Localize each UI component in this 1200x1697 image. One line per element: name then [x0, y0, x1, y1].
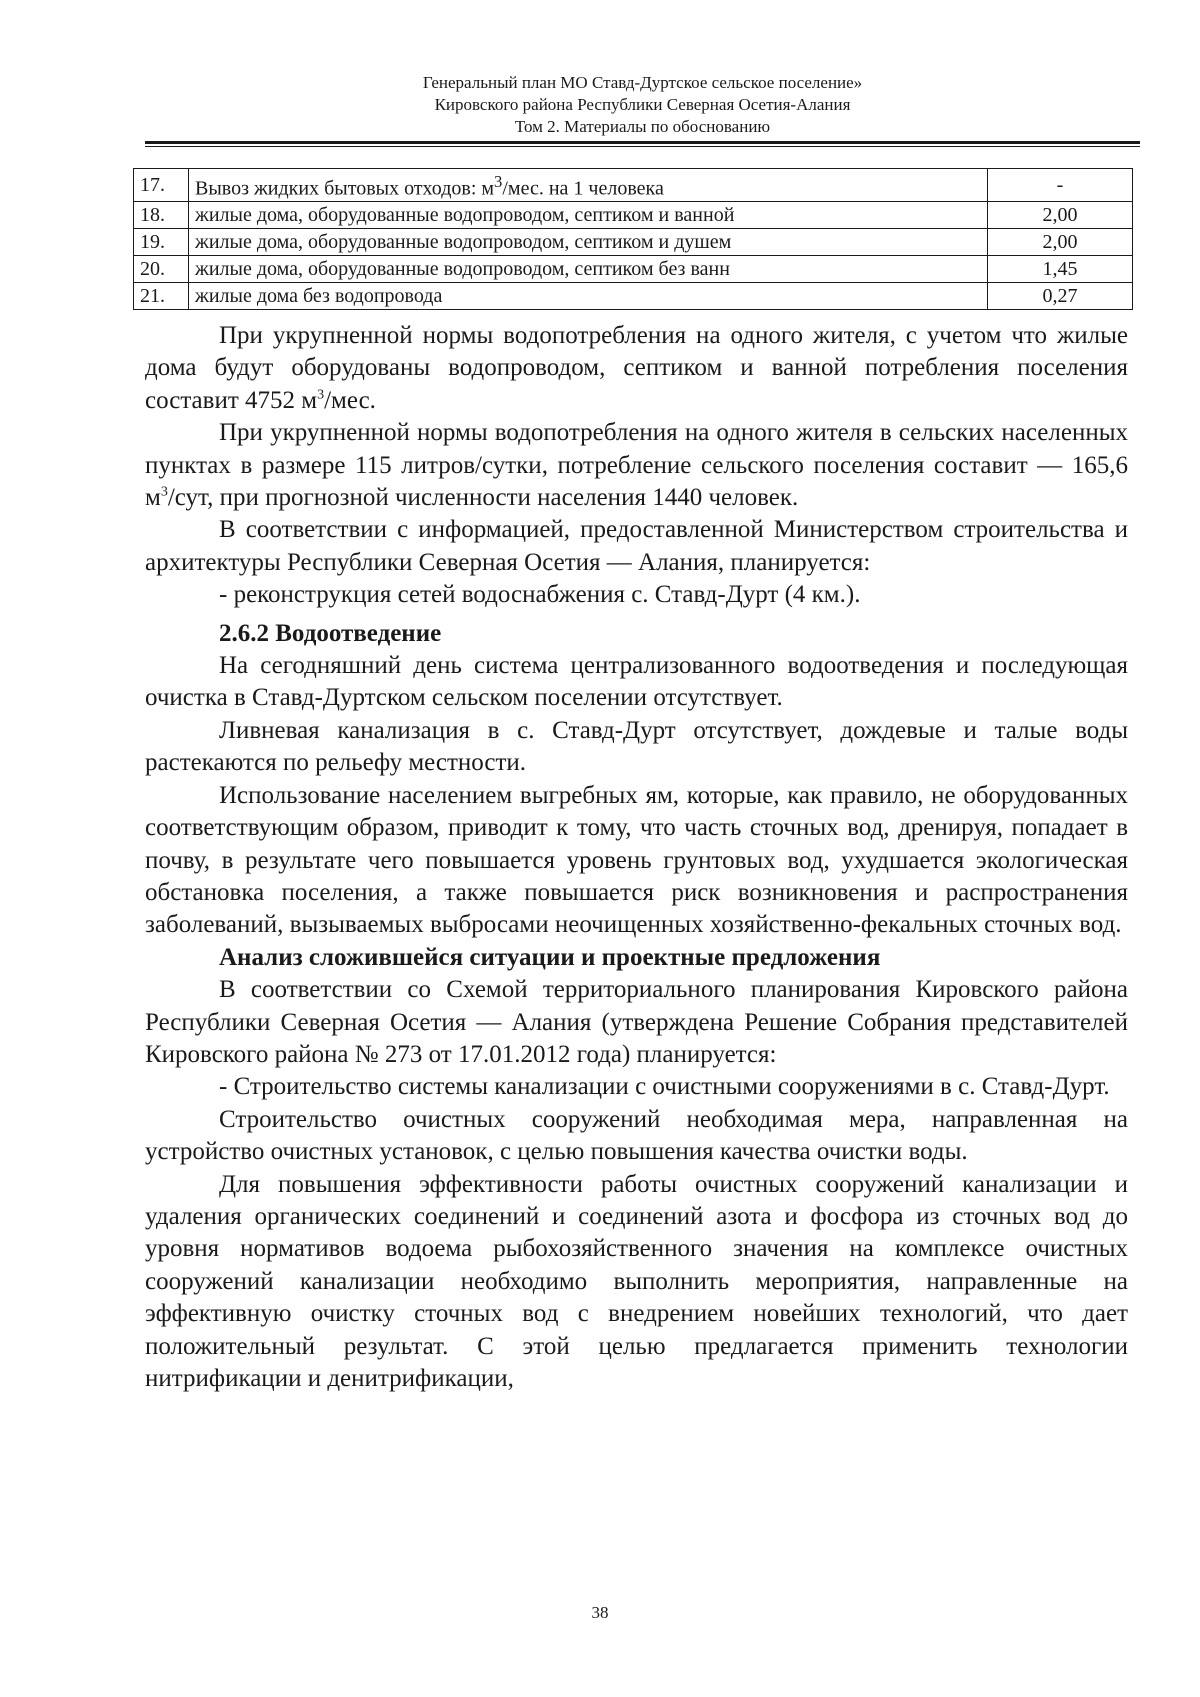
row-value: -: [988, 169, 1133, 202]
page-number: 38: [591, 1603, 609, 1622]
row-label: Вывоз жидких бытовых отходов: $м^3$/мес. на 1 человека: [189, 169, 988, 202]
header-line-region: Кировского района Республики Северная Осетия-Алания: [434, 95, 851, 114]
table-row: [134, 201, 1133, 228]
paragraph-reconstruction-item: - реконструкция сетей водоснабжения с. Ставд-Дурт (4 км.).: [219, 581, 861, 609]
row-number: 17.: [134, 169, 189, 202]
header-line-volume: Том 2. Материалы по обоснованию: [514, 117, 771, 136]
paragraph-treatment-facilities: Строительство очистных сооружений необходимая мера, направленная на устройство очистных установок, с целью повышения качества очистки воды.: [145, 1105, 1128, 1166]
row-number: 21.: [134, 282, 189, 309]
row-number: 19.: [134, 228, 189, 255]
row-number: 18.: [134, 201, 189, 228]
row-label: жилые дома, оборудованные водопроводом, септиком без ванн: [189, 255, 988, 282]
row-label: жилые дома, оборудованные водопроводом, септиком и ванной: [189, 201, 988, 228]
header-rule: [145, 141, 1140, 144]
row-number: 20.: [134, 255, 189, 282]
paragraph-ministry-plan: В соответствии с информацией, предоставленной Министерством строительства и архитектуры Республики Северная Осетия — Алания, планируется:: [145, 516, 1128, 576]
document-body: [145, 320, 1128, 1395]
header-line-title: Генеральный план МО Ставд-Дуртское сельское поселение»: [422, 73, 863, 92]
section-heading-analysis: Анализ сложившейся ситуации и проектные предложения: [219, 943, 881, 971]
row-value: 2,00: [988, 228, 1133, 255]
paragraph-storm-drain: Ливневая канализация в с. Ставд-Дурт отсутствует, дождевые и талые воды растекаются по рельефу местности.: [145, 716, 1128, 777]
paragraph-no-sewerage: На сегодняшний день система централизованного водоотведения и последующая очистка в Ставд-Дуртском сельском поселении отсутствует.: [145, 652, 1128, 712]
table-row: [134, 228, 1133, 255]
paragraph-cesspits: Использование населением выгребных ям, которые, как правило, не оборудованных соответствующим образом, приводит к тому, что часть сточных вод, дренируя, попадает в почву, в результате чего повышается уровень грунтовых вод, ухудшается экологическая обстановка поселения, а также повышается риск возникновения и распространения заболеваний, вызываемых выбросами неочищенных хозяйственно-фекальных сточных вод.: [145, 781, 1128, 939]
header-rule-thin: [145, 146, 1140, 147]
row-value: 1,45: [988, 255, 1133, 282]
row-value: 2,00: [988, 201, 1133, 228]
water-norms-table: [133, 168, 1133, 310]
table-row: [134, 169, 1133, 202]
row-label: жилые дома, оборудованные водопроводом, септиком и душем: [189, 228, 988, 255]
section-heading-sewerage: 2.6.2 Водоотведение: [219, 619, 442, 647]
row-label: жилые дома без водопровода: [189, 282, 988, 309]
paragraph-sewer-construction-item: - Строительство системы канализации с очистными сооружениями в с. Ставд-Дурт.: [219, 1073, 1110, 1101]
document-header: [145, 72, 1140, 138]
paragraph-consumption-daily: При укрупненной нормы водопотребления на одного жителя в сельских населенных пунктах в размере 115 литров/сутки, потребление сельского поселения составит — 165,6 $м^3$/сут, при прогнозной численности населения 1440 человек.: [145, 419, 1128, 512]
table-row: [134, 282, 1133, 309]
row-value: 0,27: [988, 282, 1133, 309]
paragraph-efficiency-measures: Для повышения эффективности работы очистных сооружений канализации и удаления органических соединений и соединений азота и фосфора из сточных вод до уровня нормативов водоема рыбохозяйственного значения на комплексе очистных сооружений канализации необходимо выполнить мероприятия, направленные на эффективную очистку сточных вод с внедрением новейших технологий, что дает положительный результат. С этой целью предлагается применить технологии нитрификации и денитрификации,: [145, 1170, 1128, 1392]
table-row: [134, 255, 1133, 282]
paragraph-territorial-scheme: В соответствии со Схемой территориального планирования Кировского района Республики Северная Осетия — Алания (утверждена Решение Собрания представителей Кировского района № 273 от 17.01.2012 года) планируется:: [145, 976, 1128, 1068]
paragraph-consumption-monthly: При укрупненной нормы водопотребления на одного жителя, с учетом что жилые дома будут оборудованы водопроводом, септиком и ванной потребления поселения составит 4752 $м^3$/мес.: [145, 322, 1128, 414]
